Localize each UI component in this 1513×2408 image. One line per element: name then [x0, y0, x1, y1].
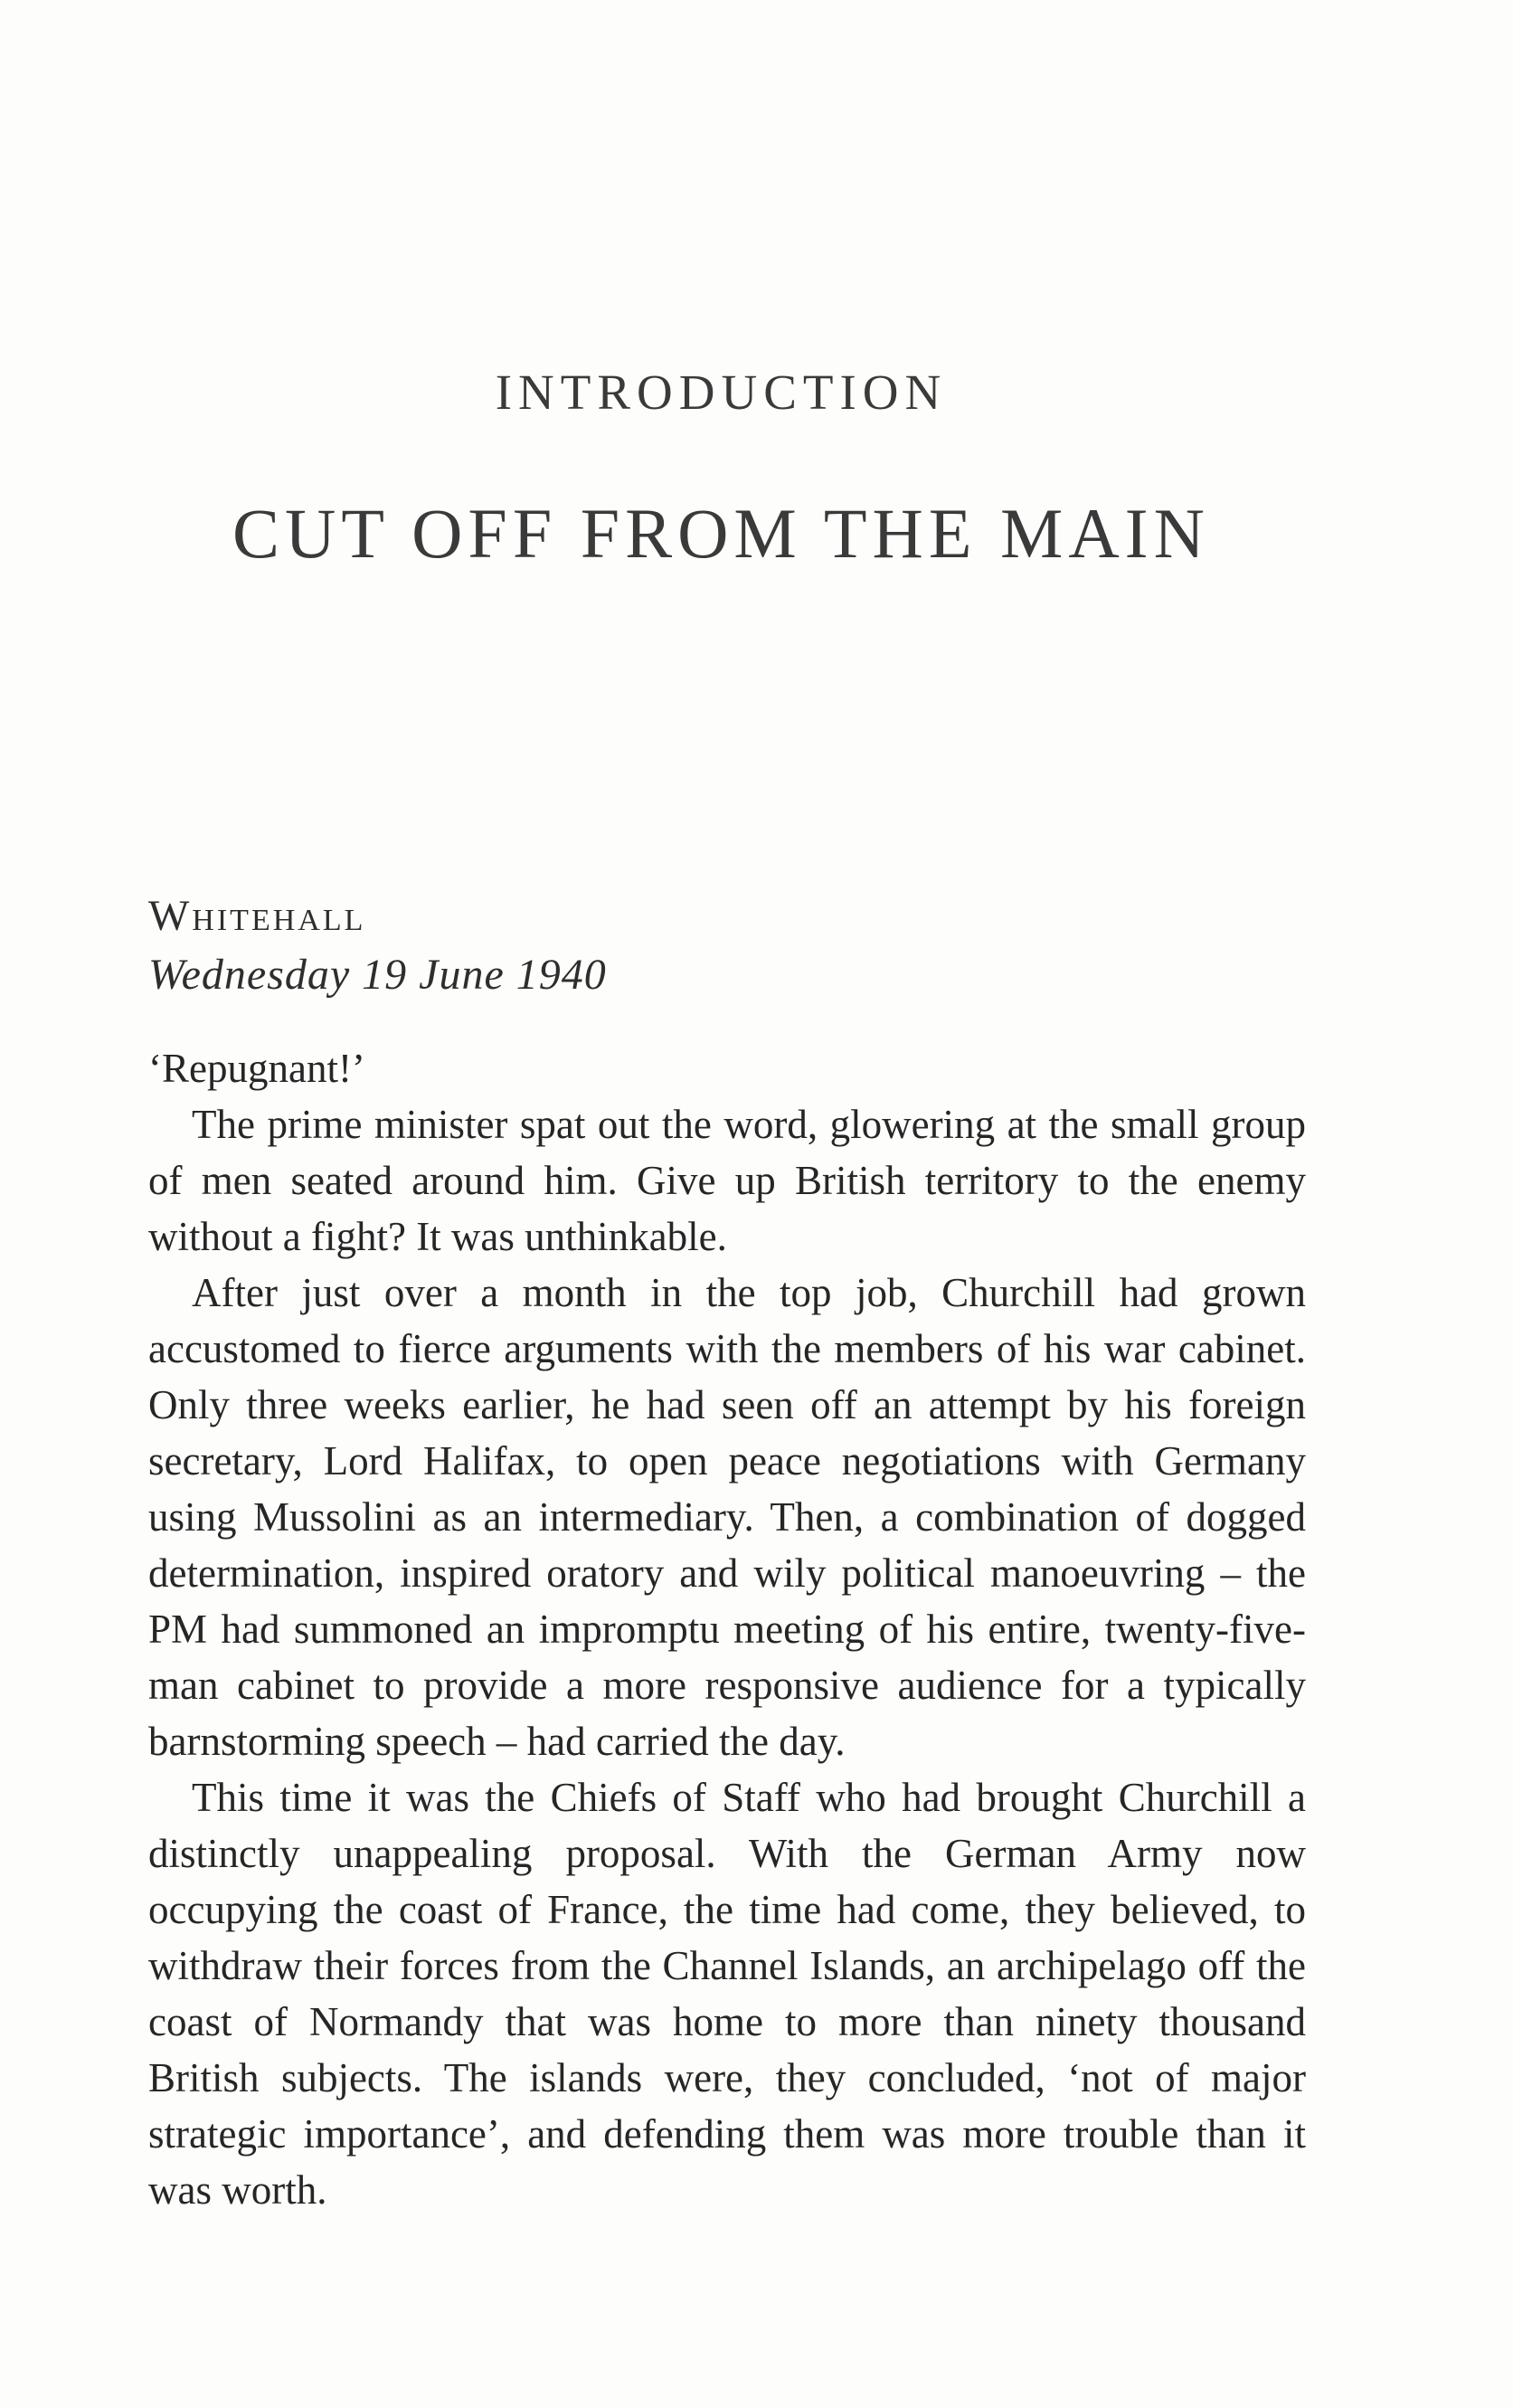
paragraph-opening-quote: ‘Repugnant!’	[148, 1046, 365, 1091]
chapter-label: INTRODUCTION	[495, 365, 948, 420]
paragraph: This time it was the Chiefs of Staff who had brought Churchill a distinctly unappealing proposal. With the German Army now occupying the coast of France, the time had come, they believed, to withdraw their forces from the Channel Islands, an archipelago off the coast of Normandy that was home to more than ninety thousand British subjects. The islands were, they concluded, ‘not of major strategic importance’, and defending them was more trouble than it was worth.	[148, 1775, 1306, 2213]
chapter-title: CUT OFF FROM THE MAIN	[232, 494, 1210, 573]
paragraph: The prime minister spat out the word, glowering at the small group of men seated around him. Give up British territory to the enemy without a fight? It was unthinkable.	[148, 1102, 1306, 1259]
section-place: Whitehall	[148, 892, 366, 940]
paragraph: After just over a month in the top job, Churchill had grown accustomed to fierce arguments with the members of his war cabinet. Only three weeks earlier, he had seen off an attempt by his foreign secretary, Lord Halifax, to open peace negotiations with Germany using Mussolini as an intermediary. Then, a combination of dogged determination, inspired oratory and wily political manoeuvring – the PM had summoned an impromptu meeting of his entire, twenty-five-man cabinet to provide a more responsive audience for a typically barnstorming speech – had carried the day.	[148, 1270, 1306, 1764]
body-text	[148, 1040, 1306, 2218]
section-date: Wednesday 19 June 1940	[148, 951, 607, 999]
